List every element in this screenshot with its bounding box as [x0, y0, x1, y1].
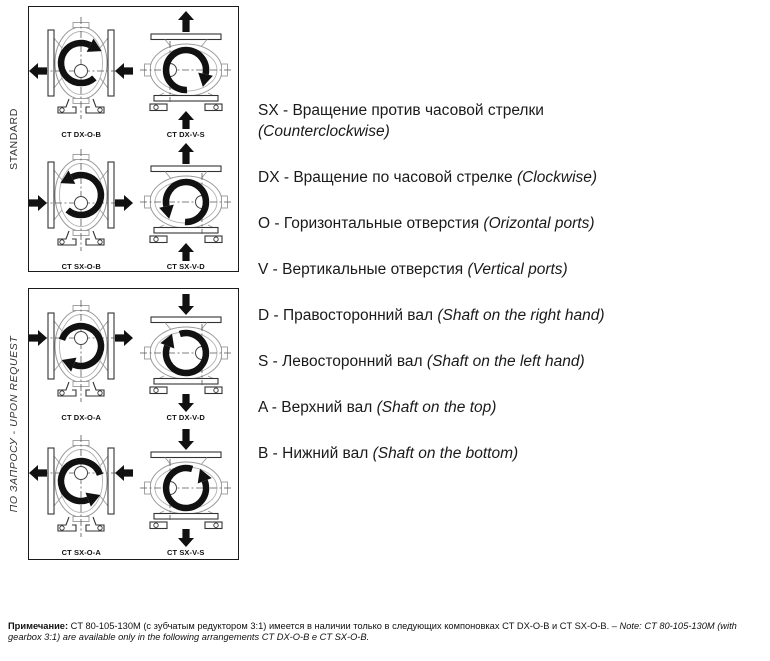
- legend-code: A -: [258, 399, 282, 416]
- diagram-label: CT SX-O-B: [61, 261, 101, 271]
- flow-arrow: [178, 111, 194, 129]
- legend-item-s: [258, 351, 763, 372]
- legend-english: (Vertical ports): [467, 261, 568, 278]
- flow-arrow: [29, 330, 47, 346]
- pump-drawing: [134, 426, 238, 548]
- flow-arrow: [178, 11, 194, 32]
- legend-code: O -: [258, 215, 284, 232]
- flow-arrow: [178, 394, 194, 412]
- flow-arrow: [115, 465, 133, 481]
- left-flange: [48, 30, 54, 96]
- legend-russian: Верхний вал: [281, 399, 377, 416]
- base: [154, 95, 218, 101]
- legend-item-a: [258, 397, 763, 418]
- diagram-label: CT DX-V-D: [166, 413, 205, 422]
- legend: [258, 100, 763, 489]
- legend-russian: Вертикальные отверстия: [282, 261, 468, 278]
- flow-arrow: [115, 63, 133, 79]
- diagram-cell-ct-dx-o-b: [29, 8, 133, 139]
- shaft-center: [75, 467, 88, 480]
- footnote-russian-text: CT 80-105-130M (с зубчатым редуктором 3:1) имеется в наличии только в следующих компоновках CT DX-O-B и CT SX-O-B. –: [68, 621, 620, 631]
- legend-russian: Вращение по часовой стрелке: [293, 169, 517, 186]
- footnote: [8, 621, 764, 643]
- pump-drawing: [134, 140, 238, 262]
- legend-english: (Shaft on the left hand): [426, 353, 585, 370]
- flow-arrow: [29, 63, 47, 79]
- legend-english: (Shaft on the right hand): [437, 307, 605, 324]
- diagram-label: CT DX-V-S: [166, 129, 205, 139]
- diagram-label: CT SX-V-S: [166, 548, 205, 557]
- legend-english: (Shaft on the top): [376, 399, 497, 416]
- legend-item-v: [258, 259, 763, 280]
- base: [154, 227, 218, 233]
- shaft-center: [75, 332, 88, 345]
- legend-russian: Горизонтальные отверстия: [283, 215, 484, 232]
- diagram-label: CT SX-O-A: [61, 548, 101, 557]
- top-flange: [151, 166, 221, 172]
- legend-code: DX -: [258, 169, 294, 186]
- right-flange: [108, 313, 114, 379]
- legend-russian: Правосторонний вал: [282, 307, 438, 324]
- legend-item-b: [258, 443, 763, 464]
- legend-russian: Левосторонний вал: [282, 353, 427, 370]
- flow-arrow: [115, 330, 133, 346]
- legend-item-d: [258, 305, 763, 326]
- right-flange: [108, 448, 114, 514]
- pump-drawing: [29, 291, 133, 413]
- right-flange: [108, 162, 114, 228]
- legend-english: (Clockwise): [516, 169, 598, 186]
- left-flange: [48, 162, 54, 228]
- diagram-cell-ct-dx-v-d: [134, 291, 238, 422]
- legend-code: SX -: [258, 102, 293, 119]
- footnote-title: Примечание:: [8, 621, 69, 631]
- base: [154, 379, 218, 385]
- standard-section: [0, 6, 242, 272]
- base: [154, 514, 218, 520]
- pump-drawing: [29, 8, 133, 130]
- diagram-label: CT SX-V-D: [166, 261, 205, 271]
- legend-code: B -: [258, 445, 283, 462]
- flow-arrow: [29, 195, 47, 211]
- legend-item-dx: [258, 167, 763, 188]
- flow-arrow: [178, 429, 194, 450]
- diagram-cell-ct-sx-v-d: [134, 140, 238, 271]
- left-flange: [48, 313, 54, 379]
- diagram-cell-ct-dx-o-a: [29, 291, 133, 422]
- right-flange: [108, 30, 114, 96]
- shaft-center: [75, 64, 88, 77]
- flow-arrow: [115, 195, 133, 211]
- flow-arrow: [29, 465, 47, 481]
- footnote-english-text: Note: CT 80-105-130M (with gearbox 3:1) are available only in the following arrangements CT DX-O-B e CT SX-O-B.: [8, 621, 737, 642]
- upon-request-section: [0, 288, 242, 560]
- legend-english: (Counterclockwise): [258, 123, 390, 140]
- legend-item-o: [258, 213, 763, 234]
- upon-request-section-label: ПО ЗАПРОСУ - UPON REQUEST: [8, 335, 20, 513]
- pump-drawing: [134, 291, 238, 413]
- diagram-label: CT DX-O-B: [61, 129, 102, 139]
- legend-item-sx: [258, 100, 763, 142]
- top-flange: [151, 452, 221, 458]
- pump-drawing: [134, 8, 238, 130]
- diagram-label: CT DX-O-A: [61, 413, 102, 422]
- legend-english: (Orizontal ports): [483, 215, 595, 232]
- standard-diagram-grid: [29, 7, 238, 271]
- left-flange: [48, 448, 54, 514]
- standard-section-label: STANDARD: [8, 108, 20, 170]
- flow-arrow: [178, 529, 194, 547]
- shaft-center: [75, 196, 88, 209]
- pump-drawing: [29, 140, 133, 262]
- top-flange: [151, 317, 221, 323]
- diagram-cell-ct-dx-v-s: [134, 8, 238, 139]
- upon-request-diagram-grid: [29, 289, 238, 559]
- legend-code: D -: [258, 307, 283, 324]
- legend-english: (Shaft on the bottom): [372, 445, 519, 462]
- diagram-cell-ct-sx-v-s: [134, 426, 238, 557]
- legend-russian: Вращение против часовой стрелки: [292, 102, 544, 119]
- standard-diagram-box: [28, 6, 239, 272]
- flow-arrow: [178, 294, 194, 315]
- diagram-cell-ct-sx-o-a: [29, 426, 133, 557]
- upon-request-diagram-box: [28, 288, 239, 560]
- legend-code: S -: [258, 353, 283, 370]
- flow-arrow: [178, 143, 194, 164]
- diagram-cell-ct-sx-o-b: [29, 140, 133, 271]
- legend-code: V -: [258, 261, 283, 278]
- top-flange: [151, 34, 221, 40]
- flow-arrow: [178, 243, 194, 261]
- legend-russian: Нижний вал: [282, 445, 373, 462]
- pump-drawing: [29, 426, 133, 548]
